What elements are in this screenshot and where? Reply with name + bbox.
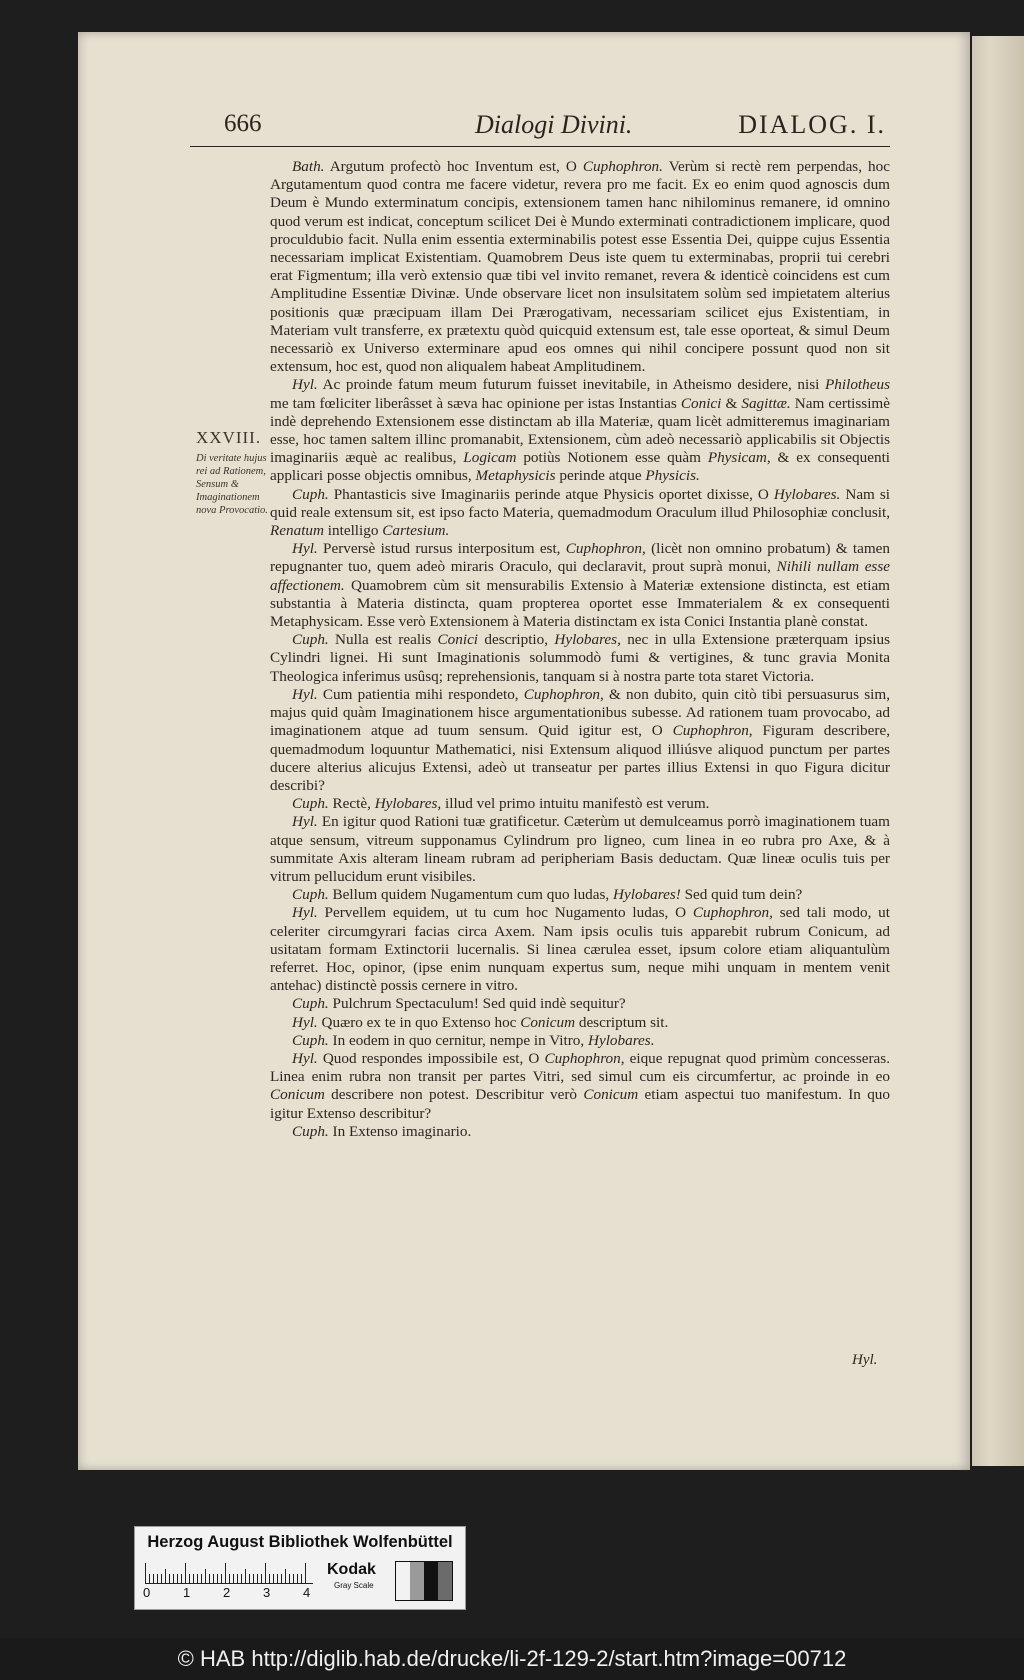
ruler-tick [205,1569,206,1583]
ruler-tick [221,1574,222,1583]
italic-text: Philotheus [825,376,890,394]
dialogue-paragraph [270,1123,890,1141]
ruler-tick [273,1574,274,1583]
ruler-tick [189,1574,190,1583]
text-run: Rectè, [328,795,375,813]
dialogue-paragraph [270,540,890,631]
ruler-number: 3 [263,1585,271,1600]
italic-text: Logicam [463,449,517,467]
text-run: Quamobrem cùm sit mensurabilis Extensio à Materiæ extensione distincta, est etiam substantia à Materia distincta, quam propterea oportet esse Immaterialem & ex consequenti Metaphysicam. Esse verò Extensionem à Materia distinctam ex ista Conici Instantia planè constat. [270,576,890,631]
italic-text: Hyl. [292,376,318,394]
text-run: & ex consequenti applicari posse objectis omnibus, [270,449,891,485]
italic-text: Hylobares, [554,631,621,649]
ruler-tick [277,1574,278,1583]
italic-text: Cuphophron, [523,685,604,703]
ruler-tick [305,1563,306,1583]
italic-text: Cuph. [292,995,329,1013]
dialogue-paragraph [270,904,890,995]
ruler-tick [249,1574,250,1583]
ruler-tick [169,1574,170,1583]
ruler-tick [265,1563,266,1583]
ruler-number: 4 [303,1585,311,1600]
italic-text: Cuphophron, [672,722,753,740]
italic-text: Conici [680,394,722,412]
text-run: Phantasticis sive Imaginariis perinde atque Physicis oportet dixisse, O [328,485,774,503]
italic-text: Hyl. [292,1049,318,1067]
text-run: Quod respondes impossibile est, O [317,1049,545,1067]
ruler-tick [217,1574,218,1583]
archive-color-card [134,1526,466,1610]
gray-scale-label: Gray Scale [334,1581,374,1590]
text-run: Verùm si rectè rem perpendas, hoc Argutamentum quod contra me facere videtur, revera pro me facit. Ex eo enim quod agnoscis dum Deum è Mundo exterminatum concipis, extensionem tamen hanc nihilominus remanere, id omnino quod verum est indicat, conceptum scilicet Dei è Mundo exterminati contradictionem implicare, quod proculdubio facit. Nulla enim essentia exterminabilis potest esse Essentia Dei, quippe cujus Essentia necessariam implicat Existentiam. Quamobrem Deus iste quem tu exterminabas, proprii tui cerebri erat Figmentum; illa verò extensio quæ tibi vel invito remanet, revera & identicè coincidens est cum Amplitudine Essentiæ Divinæ. Unde observare licet non insulsitatem solùm sed impietatem alterius positionis quæ præcipuam illam Dei Prærogativam, necessariam scilicet ejus Existentiam, in Materiam vult transferre, ex prætextu quòd quicquid extensum est, tale esse oporteat, & simul Deum necessariò ex Universo exterminare apud eos omnes qui nihil concipere possunt quod non sit extensum, hoc est, quod non aliqualem habeat Amplitudinem. [270,158,890,376]
ruler-tick [145,1563,146,1583]
ruler-tick [209,1574,210,1583]
gray-patch [410,1562,424,1600]
text-run: intelligo [324,522,383,540]
ruler-tick [253,1574,254,1583]
gray-patch [396,1562,410,1600]
text-run: (licèt non omnino probatum) & tamen repugnanter tuo, quem adeò miraris Oraculo, qui declaravit, prout suprà monui, [270,540,890,576]
italic-text: Physicis. [645,467,700,485]
copyright-link[interactable]: © HAB http://diglib.hab.de/drucke/li-2f-129-2/start.htm?image=00712 [177,1646,847,1671]
ruler-tick [257,1574,258,1583]
italic-text: Renatum [270,522,324,540]
text-run: etiam aspectui tuo manifestum. In quo igitur Extenso describitur? [270,1086,890,1122]
gray-scale-patches [395,1561,453,1601]
italic-text: Cuph. [292,886,329,904]
gray-patch [438,1562,452,1600]
ruler-number: 2 [223,1585,231,1600]
text-run: descriptio, [478,631,555,649]
dialogue-paragraph [270,1014,890,1032]
text-run: Nam certissimè indè deprehendo Extensionem esse distinctam ab illa Materiæ, quam licèt admitteremus imaginariam esse, hoc tamen saltem illinc promanabit, Extensionem, cùm adeò necessariò applicabilis sit Objectis imaginariis æquè ac realibus, [270,394,890,467]
italic-text: Cuphophron, [692,904,773,922]
italic-text: Conicum [583,1086,639,1104]
catchword: Hyl. [852,1352,878,1368]
italic-text: Cuph. [292,795,329,813]
ruler-number: 0 [143,1585,151,1600]
dialogue-paragraph [270,1050,890,1123]
italic-text: Hylobares. [588,1031,655,1049]
italic-text: Conicum [520,1013,576,1031]
margin-note: Di veritate hujus rei ad Rationem, Sensum & Imaginationem nova Provocatio. [196,453,268,516]
ruler-tick [177,1574,178,1583]
running-title: Dialogi Divini. [475,110,633,139]
text-run: Nulla est realis [328,631,438,649]
dialogue-paragraph [270,158,890,376]
text-run: Sed quid tum dein? [680,886,803,904]
text-run: sed tali modo, ut celeriter circumgyrari facias circa Axem. Nam ipsis oculis tuis apparebit rubrum Conicum, ad usitatam formam Extinctorii lucernalis. Si linea cærulea esset, ipsum colore etiam aliquantulùm referret. Hoc, opinor, (ipse enim nunquam expertus sum, neque mihi unquam in mentem venit antehac) distinctè possis cernere in vitro. [270,904,890,995]
italic-text: Hyl. [292,685,318,703]
italic-text: Cuph. [292,485,329,503]
ruler-tick [241,1574,242,1583]
italic-text: Physicam, [707,449,771,467]
dialogue-paragraph [270,813,890,886]
text-run: me tam fœliciter liberâsset à sæva hac opinione per istas Instantias [270,394,681,412]
running-head [190,104,890,147]
ruler-tick [269,1574,270,1583]
ruler-tick [201,1574,202,1583]
ruler-tick [153,1574,154,1583]
ruler-tick [289,1574,290,1583]
italic-text: Hyl. [292,813,318,831]
text-run: Perversè istud rursus interpositum est, [317,540,566,558]
dialogue-paragraph [270,376,890,485]
italic-text: Cuph. [292,1122,329,1140]
ruler-tick [181,1574,182,1583]
text-run: Pulchrum Spectaculum! Sed quid indè sequitur? [328,995,626,1013]
ruler-tick [173,1574,174,1583]
italic-text: Hylobares, [374,795,442,813]
dialogue-paragraph [270,1032,890,1050]
text-run: Quæro ex te in quo Extenso hoc [317,1013,521,1031]
ruler-tick [233,1574,234,1583]
dialogue-paragraph [270,686,890,795]
dialogue-paragraph [270,795,890,813]
text-run: describere non potest. Describitur verò [324,1086,584,1104]
italic-text: Conicum [270,1086,325,1104]
text-run: Nam si quid reale extensum sit, est ipso facto Materia, quemadmodum Oraculum illud Philosophiæ conclusit, [270,485,890,521]
italic-text: Hyl. [292,1013,318,1031]
text-run: In eodem in quo cernitur, nempe in Vitro, [328,1031,588,1049]
archive-institution-name: Herzog August Bibliothek Wolfenbüttel [147,1533,453,1551]
italic-text: Hyl. [292,540,318,558]
ruler-tick [285,1569,286,1583]
dialogue-paragraph [270,886,890,904]
italic-text: Bath. [292,158,325,175]
body-text [270,158,890,1141]
text-run: & [721,394,742,412]
italic-text: Conici [437,631,479,649]
ruler-tick [165,1569,166,1583]
ruler-tick [281,1574,282,1583]
footer-bar [0,1638,1024,1680]
ruler-tick [193,1574,194,1583]
text-run: illud vel primo intuitu manifestò est verum. [441,795,710,813]
italic-text: Sagittæ. [741,394,791,412]
running-dialog-label: DIALOG. I. [738,110,886,139]
ruler-tick [225,1563,226,1583]
text-run: Argutum profectò hoc Inventum est, O [324,158,583,175]
text-run: Cum patientia mihi respondeto, [317,685,524,703]
italic-text: Cuphophron, [544,1049,625,1067]
ruler-tick [185,1563,186,1583]
italic-text: Metaphysicis [475,467,556,485]
ruler-number: 1 [183,1585,191,1600]
ruler-tick [293,1574,294,1583]
text-run: nec in ulla Extensione præterquam ipsius Cylindri lignei. Hi sunt Imaginationis solummodò fumi & vertigines, & tunc gravia Monita Theologica inferimus usûsq; reprehensionis, tanquam si à nostra parte tota staret Victoria. [270,631,890,685]
text-run: En igitur quod Rationi tuæ gratificetur. Cæterùm ut demulceamus porrò imaginationem tuam atque sensum, vitreum supponamus Cylindrum pro ligneo, cum linea in eo rubra pro Axe, & à summitate Axis alteram lineam rubram ad peripheriam Basis deductam. Quæ lineæ oculis tuis per vitrum pellucidum erunt visibiles. [270,813,890,885]
kodak-brand: Kodak [327,1561,376,1578]
dialogue-paragraph [270,631,890,686]
text-run: Bellum quidem Nugamentum cum quo ludas, [328,886,614,904]
ruler-tick [161,1574,162,1583]
text-run: potiùs Notionem esse quàm [516,449,708,467]
ruler-tick [229,1574,230,1583]
section-number: XXVIII. [196,428,262,447]
italic-text: Hyl. [292,904,318,922]
ruler-tick [301,1574,302,1583]
italic-text: Cuph. [292,1031,329,1049]
ruler-tick [297,1574,298,1583]
facing-page-edge [972,36,1024,1466]
text-run: perinde atque [555,467,646,485]
dialogue-paragraph [270,486,890,541]
ruler-tick [237,1574,238,1583]
ruler-tick [213,1574,214,1583]
text-run: Pervellem equidem, ut tu cum hoc Nugamento ludas, O [317,904,693,922]
ruler-tick [197,1574,198,1583]
text-run: Figuram describere, quemadmodum loquuntur Mathematici, nisi Extensum aliquod illiúsve aliquod punctum per partes ducere alterius alicujus Extensi, adeò ut transeatur per partes illius Extensi in quo Figura dicitur describi? [270,722,890,794]
text-run: In Extenso imaginario. [328,1122,472,1140]
page-number: 666 [224,110,262,137]
margin-block [196,428,272,517]
ruler-tick [261,1574,262,1583]
italic-text: Cartesium. [382,522,450,540]
italic-text: Cuphophron. [582,158,663,175]
gray-patch [424,1562,438,1600]
text-run: Ac proinde fatum meum futurum fuisset inevitabile, in Atheismo desidere, nisi [317,376,826,394]
ruler-tick [149,1574,150,1583]
ruler-tick [157,1574,158,1583]
text-run: eique repugnat quod primùm concesseras. Linea enim rubra non transit per partes Vitri, sed simul cum eis circumfertur, ac proinde in eo [270,1049,891,1086]
dialogue-paragraph [270,995,890,1013]
text-run: descriptum sit. [575,1013,669,1031]
italic-text: Cuphophron, [565,540,646,558]
measurement-ruler [145,1561,313,1584]
text-run: & non dubito, quin citò tibi persuasurus sim, majus quid quàm Imaginationem hisce argumentationibus subesse. Ad rationem tuam provocabo, ad imaginationem atque ad tuum sensum. Quid igitur est, O [270,685,890,740]
italic-text: Nihili nullam esse affectionem. [270,558,890,594]
italic-text: Hylobares. [773,485,841,503]
italic-text: Cuph. [292,631,329,649]
italic-text: Hylobares! [613,886,681,904]
ruler-tick [245,1569,246,1583]
